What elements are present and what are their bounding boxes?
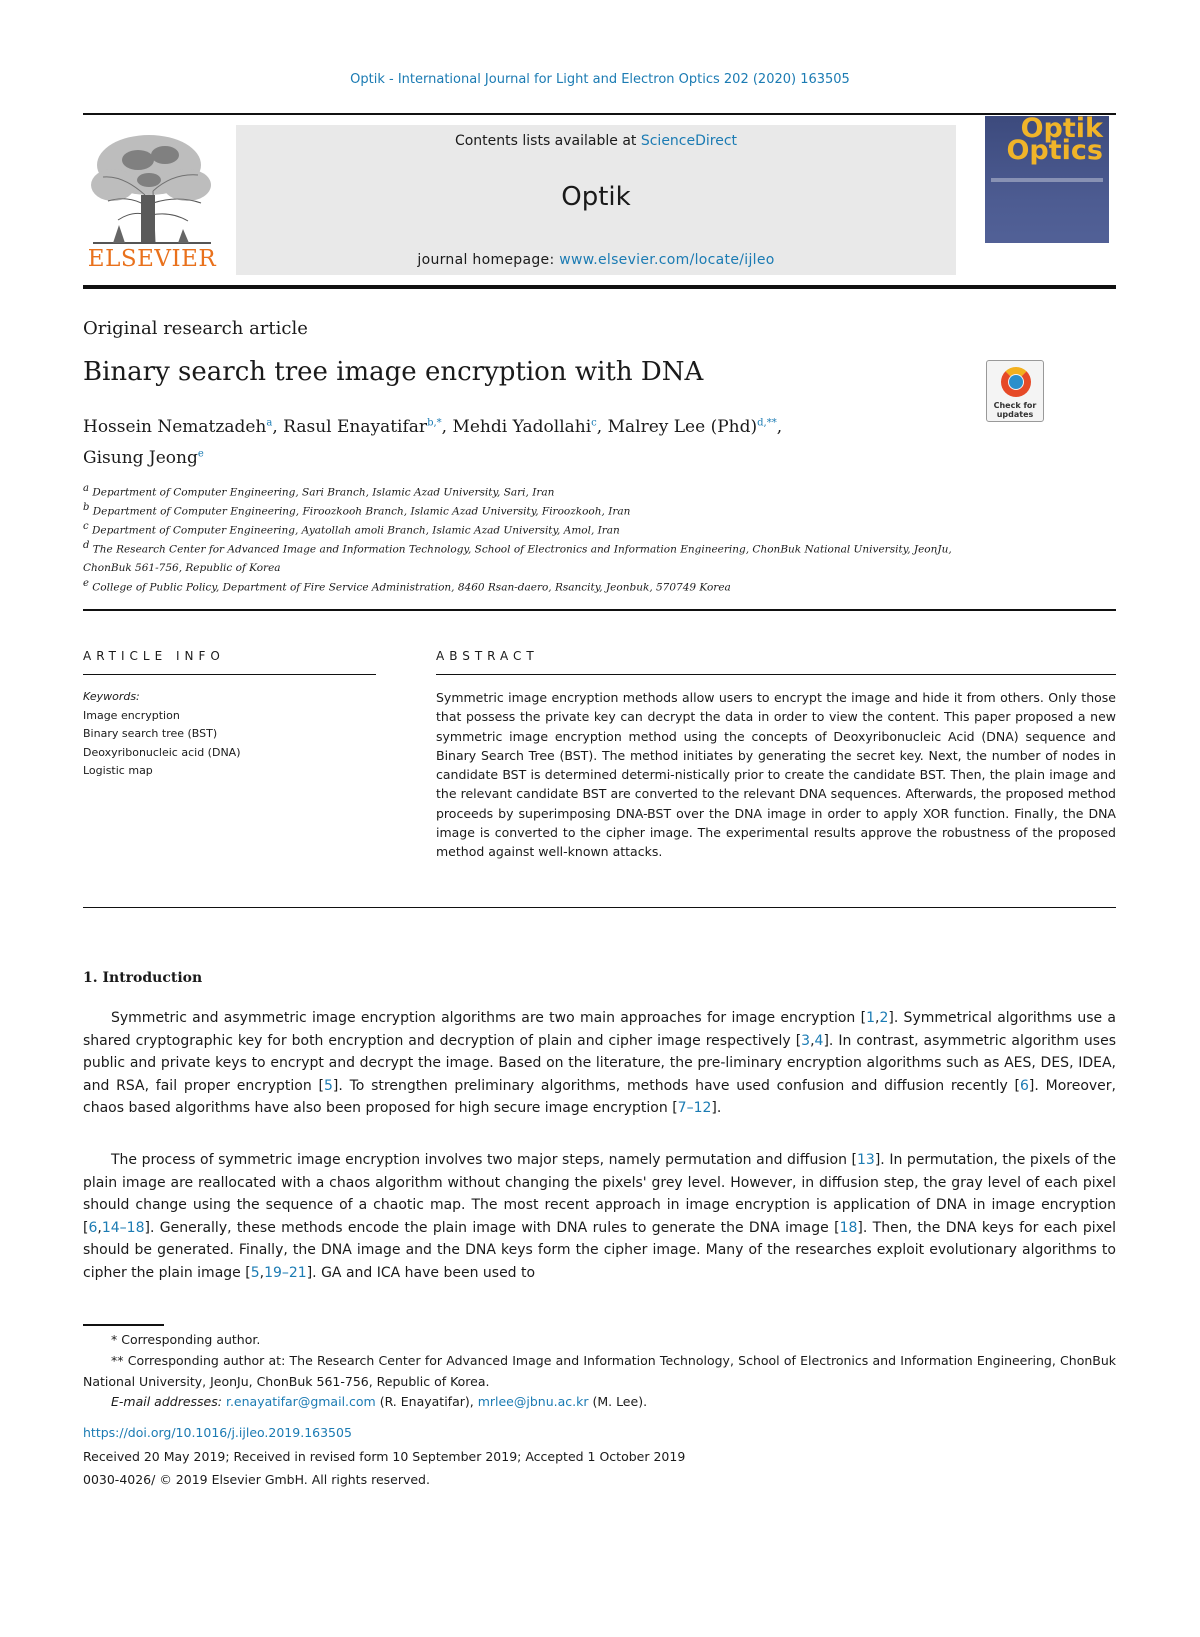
paragraph-text: Symmetric and asymmetric image encryption algorithms are two main approaches for image encryption [ — [111, 1010, 867, 1026]
abstract-heading: ABSTRACT — [436, 649, 539, 663]
crossmark-badge[interactable] — [986, 360, 1044, 422]
keyword-item: Logistic map — [83, 764, 153, 777]
citation-link[interactable]: 13 — [857, 1152, 875, 1168]
contents-prefix: Contents lists available at — [454, 133, 641, 149]
affiliation-key: c — [83, 521, 89, 532]
author — [608, 417, 783, 437]
elsevier-wordmark: ELSEVIER — [87, 246, 217, 272]
author-separator: , — [776, 416, 783, 437]
paragraph-text: ]. In permutation, the pixels of the plain image are reallocated with a chaos algorithm without changing the pixels' grey level. However, in diffusion step, the gray level of each pixel should change using the sequence of a chaotic map. The most recent approach in image encryption is application of DNA in image encryption [ — [83, 1152, 1116, 1236]
citation-link[interactable]: 6 — [88, 1219, 98, 1236]
footnote-corresponding-2: ** Corresponding author at: The Research Center for Advanced Image and Information Technology, School of Electronics and Information Engineering, ChonBuk National University, JeonJu, ChonBuk 561-756, Republic of Korea. — [83, 1353, 1116, 1389]
author-name: Rasul Enayatifar — [283, 416, 428, 437]
article-info-rule — [83, 674, 376, 675]
paragraph-text: ]. GA and ICA have been used to — [306, 1264, 536, 1281]
author-separator: , — [441, 416, 453, 437]
author-separator: , — [596, 416, 608, 437]
header-top-rule — [83, 113, 1116, 115]
author-affiliation-marker[interactable]: e — [197, 448, 204, 460]
affiliations-rule — [83, 609, 1116, 611]
paragraph-text: ]. — [711, 1100, 722, 1117]
author — [83, 448, 204, 468]
paragraph-text: The process of symmetric image encryption involves two major steps, namely permutation and diffusion [ — [111, 1152, 857, 1168]
citation-link[interactable]: 4 — [814, 1032, 824, 1049]
footnote-emails — [83, 1392, 1116, 1413]
paragraph-text: , — [810, 1032, 815, 1049]
crossmark-label: Check for updates — [993, 401, 1037, 419]
article-type: Original research article — [83, 318, 308, 339]
crossmark-center-icon — [1009, 375, 1023, 389]
intro-paragraph-2 — [83, 1149, 1116, 1285]
article-info-heading: ARTICLE INFO — [83, 649, 225, 663]
intro-paragraph-1 — [83, 1007, 1116, 1120]
author-affiliation-marker[interactable]: d,** — [757, 417, 777, 428]
author-list — [83, 409, 983, 472]
copyright-notice: 0030-4026/ © 2019 Elsevier GmbH. All rights reserved. — [83, 1472, 430, 1487]
citation-link[interactable]: 2 — [879, 1010, 889, 1026]
author — [83, 417, 283, 437]
email-owner: (R. Enayatifar), — [375, 1394, 478, 1409]
homepage-prefix: journal homepage: — [417, 252, 560, 268]
author-affiliation-marker[interactable]: c — [591, 417, 597, 428]
keyword-item: Binary search tree (BST) — [83, 727, 218, 740]
citation-link[interactable]: 14–18 — [101, 1219, 145, 1236]
affiliation-text: Department of Computer Engineering, Firoozkooh Branch, Islamic Azad University, Firoozkooh, Iran — [92, 505, 631, 518]
email-link-enayatifar[interactable]: r.enayatifar@gmail.com — [225, 1394, 376, 1409]
citation-link[interactable]: 3 — [801, 1032, 811, 1049]
author-affiliation-marker[interactable]: a — [266, 417, 273, 428]
header-bottom-rule — [83, 285, 1116, 289]
keywords-block — [83, 688, 376, 781]
email-owner: (M. Lee). — [588, 1394, 648, 1409]
abstract-rule — [436, 674, 1116, 675]
affiliation-text: College of Public Policy, Department of Fire Service Administration, 8460 Rsan-daero, Rsancity, Jeonbuk, 570749 Korea — [92, 581, 731, 594]
paragraph-text: ]. In contrast, asymmetric algorithm uses public and private keys to encrypt and decrypt the image. Based on the literature, the pre-liminary encryption algorithms such as AES, DES, IDEA, and RSA, fail proper encryption [ — [83, 1032, 1116, 1094]
affiliation-text: The Research Center for Advanced Image and Information Technology, School of Electronics and Information Engineering, ChonBuk National University, JeonJu, ChonBuk 561-756, Republic of Korea — [83, 543, 952, 574]
keywords-label: Keywords: — [83, 690, 140, 703]
citation-link[interactable]: 18 — [839, 1219, 858, 1236]
paragraph-text: ]. Generally, these methods encode the plain image with DNA rules to generate the DNA image [ — [144, 1219, 840, 1236]
author-name: Mehdi Yadollahi — [452, 416, 592, 437]
citation-link[interactable]: 5 — [250, 1264, 260, 1281]
citation-link[interactable]: 19–21 — [264, 1264, 307, 1281]
citation-link[interactable]: 6 — [1020, 1077, 1029, 1094]
journal-reference[interactable]: Optik - International Journal for Light and Electron Optics 202 (2020) 163505 — [350, 72, 850, 87]
affiliation-text: Department of Computer Engineering, Sari Branch, Islamic Azad University, Sari, Iran — [92, 486, 555, 499]
section-heading-introduction: 1. Introduction — [83, 970, 203, 986]
citation-link[interactable]: 1 — [866, 1010, 875, 1026]
journal-cover-image — [985, 116, 1109, 273]
affiliation-key: b — [83, 502, 90, 513]
author-affiliation-marker[interactable]: b,* — [427, 417, 442, 428]
doi-link[interactable]: https://doi.org/10.1016/j.ijleo.2019.163505 — [83, 1425, 352, 1440]
journal-name: Optik — [561, 182, 631, 212]
paragraph-text: ]. Then, the DNA keys for each pixel should be generated. Finally, the DNA image and the DNA keys form the cipher image. Many of the researches exploit evolutionary algorithms to cipher the plain image [ — [83, 1219, 1116, 1281]
abstract-text: Symmetric image encryption methods allow users to encrypt the image and hide it from others. Only those that possess the private key can decrypt the data in order to view the content. This paper proposed a new symmetric image encryption method using the concepts of Deoxyribonucleic Acid (DNA) sequence and Binary Search Tree (BST). The method initiates by generating the secret key. Next, the number of nodes in candidate BST is determined determi-nistically prior to create the candidate BST. Then, the plain image and the relevant candidate BST are converted to the relevant DNA sequences. Afterwards, the proposed method proceeds by superimposing DNA-BST over the DNA image in order to apply XOR function. Finally, the DNA image is converted to the cipher image. The experimental results approve the robustness of the proposed method against well-known attacks. — [436, 690, 1116, 860]
email-link-lee[interactable]: mrlee@jbnu.ac.kr — [477, 1394, 589, 1409]
author — [283, 417, 452, 437]
paragraph-text: , — [259, 1264, 265, 1281]
cover-subtitle-band — [991, 178, 1103, 182]
abstract-bottom-rule — [83, 907, 1116, 908]
keyword-item: Image encryption — [83, 708, 180, 722]
homepage-line — [236, 252, 956, 268]
keyword-item: Deoxyribonucleic acid (DNA) — [83, 745, 241, 759]
cover-title: Optik Optics — [1006, 116, 1103, 166]
email-label: E-mail addresses: — [111, 1394, 222, 1409]
author-name: Malrey Lee (Phd) — [607, 416, 758, 437]
footnote-rule — [83, 1324, 164, 1326]
paragraph-text: , — [874, 1010, 880, 1026]
paragraph-text: , — [97, 1219, 102, 1236]
affiliation-e — [83, 575, 963, 597]
affiliation-text: Department of Computer Engineering, Ayatollah amoli Branch, Islamic Azad University, Amol, Iran — [91, 524, 620, 537]
footnote-corresponding-1: * Corresponding author. — [111, 1332, 261, 1347]
affiliation-key: a — [83, 483, 89, 494]
paragraph-text: ]. Moreover, chaos based algorithms have also been proposed for high secure image encryption [ — [83, 1077, 1116, 1117]
affiliation-key: d — [83, 540, 90, 551]
cover-bottom-band — [985, 243, 1109, 273]
homepage-link[interactable]: www.elsevier.com/locate/ijleo — [559, 252, 775, 268]
author — [452, 417, 607, 437]
citation-link[interactable]: 5 — [323, 1077, 333, 1094]
received-dates: Received 20 May 2019; Received in revised form 10 September 2019; Accepted 1 October 2019 — [83, 1449, 686, 1464]
citation-link[interactable]: 7–12 — [677, 1100, 712, 1117]
paragraph-text: ]. To strengthen preliminary algorithms, methods have used confusion and diffusion recently [ — [332, 1077, 1020, 1094]
author-separator: , — [272, 416, 284, 437]
sciencedirect-link[interactable]: ScienceDirect — [640, 133, 738, 149]
article-title: Binary search tree image encryption with DNA — [83, 357, 704, 387]
paragraph-text: ]. Symmetrical algorithms use a shared cryptographic key for both encryption and decryption of plain and cipher image respectively [ — [83, 1010, 1117, 1049]
affiliation-key: e — [83, 578, 89, 589]
contents-line — [236, 133, 956, 149]
author-name: Hossein Nematzadeh — [83, 416, 267, 437]
affiliation-d — [83, 537, 963, 577]
author-name: Gisung Jeong — [83, 448, 198, 469]
